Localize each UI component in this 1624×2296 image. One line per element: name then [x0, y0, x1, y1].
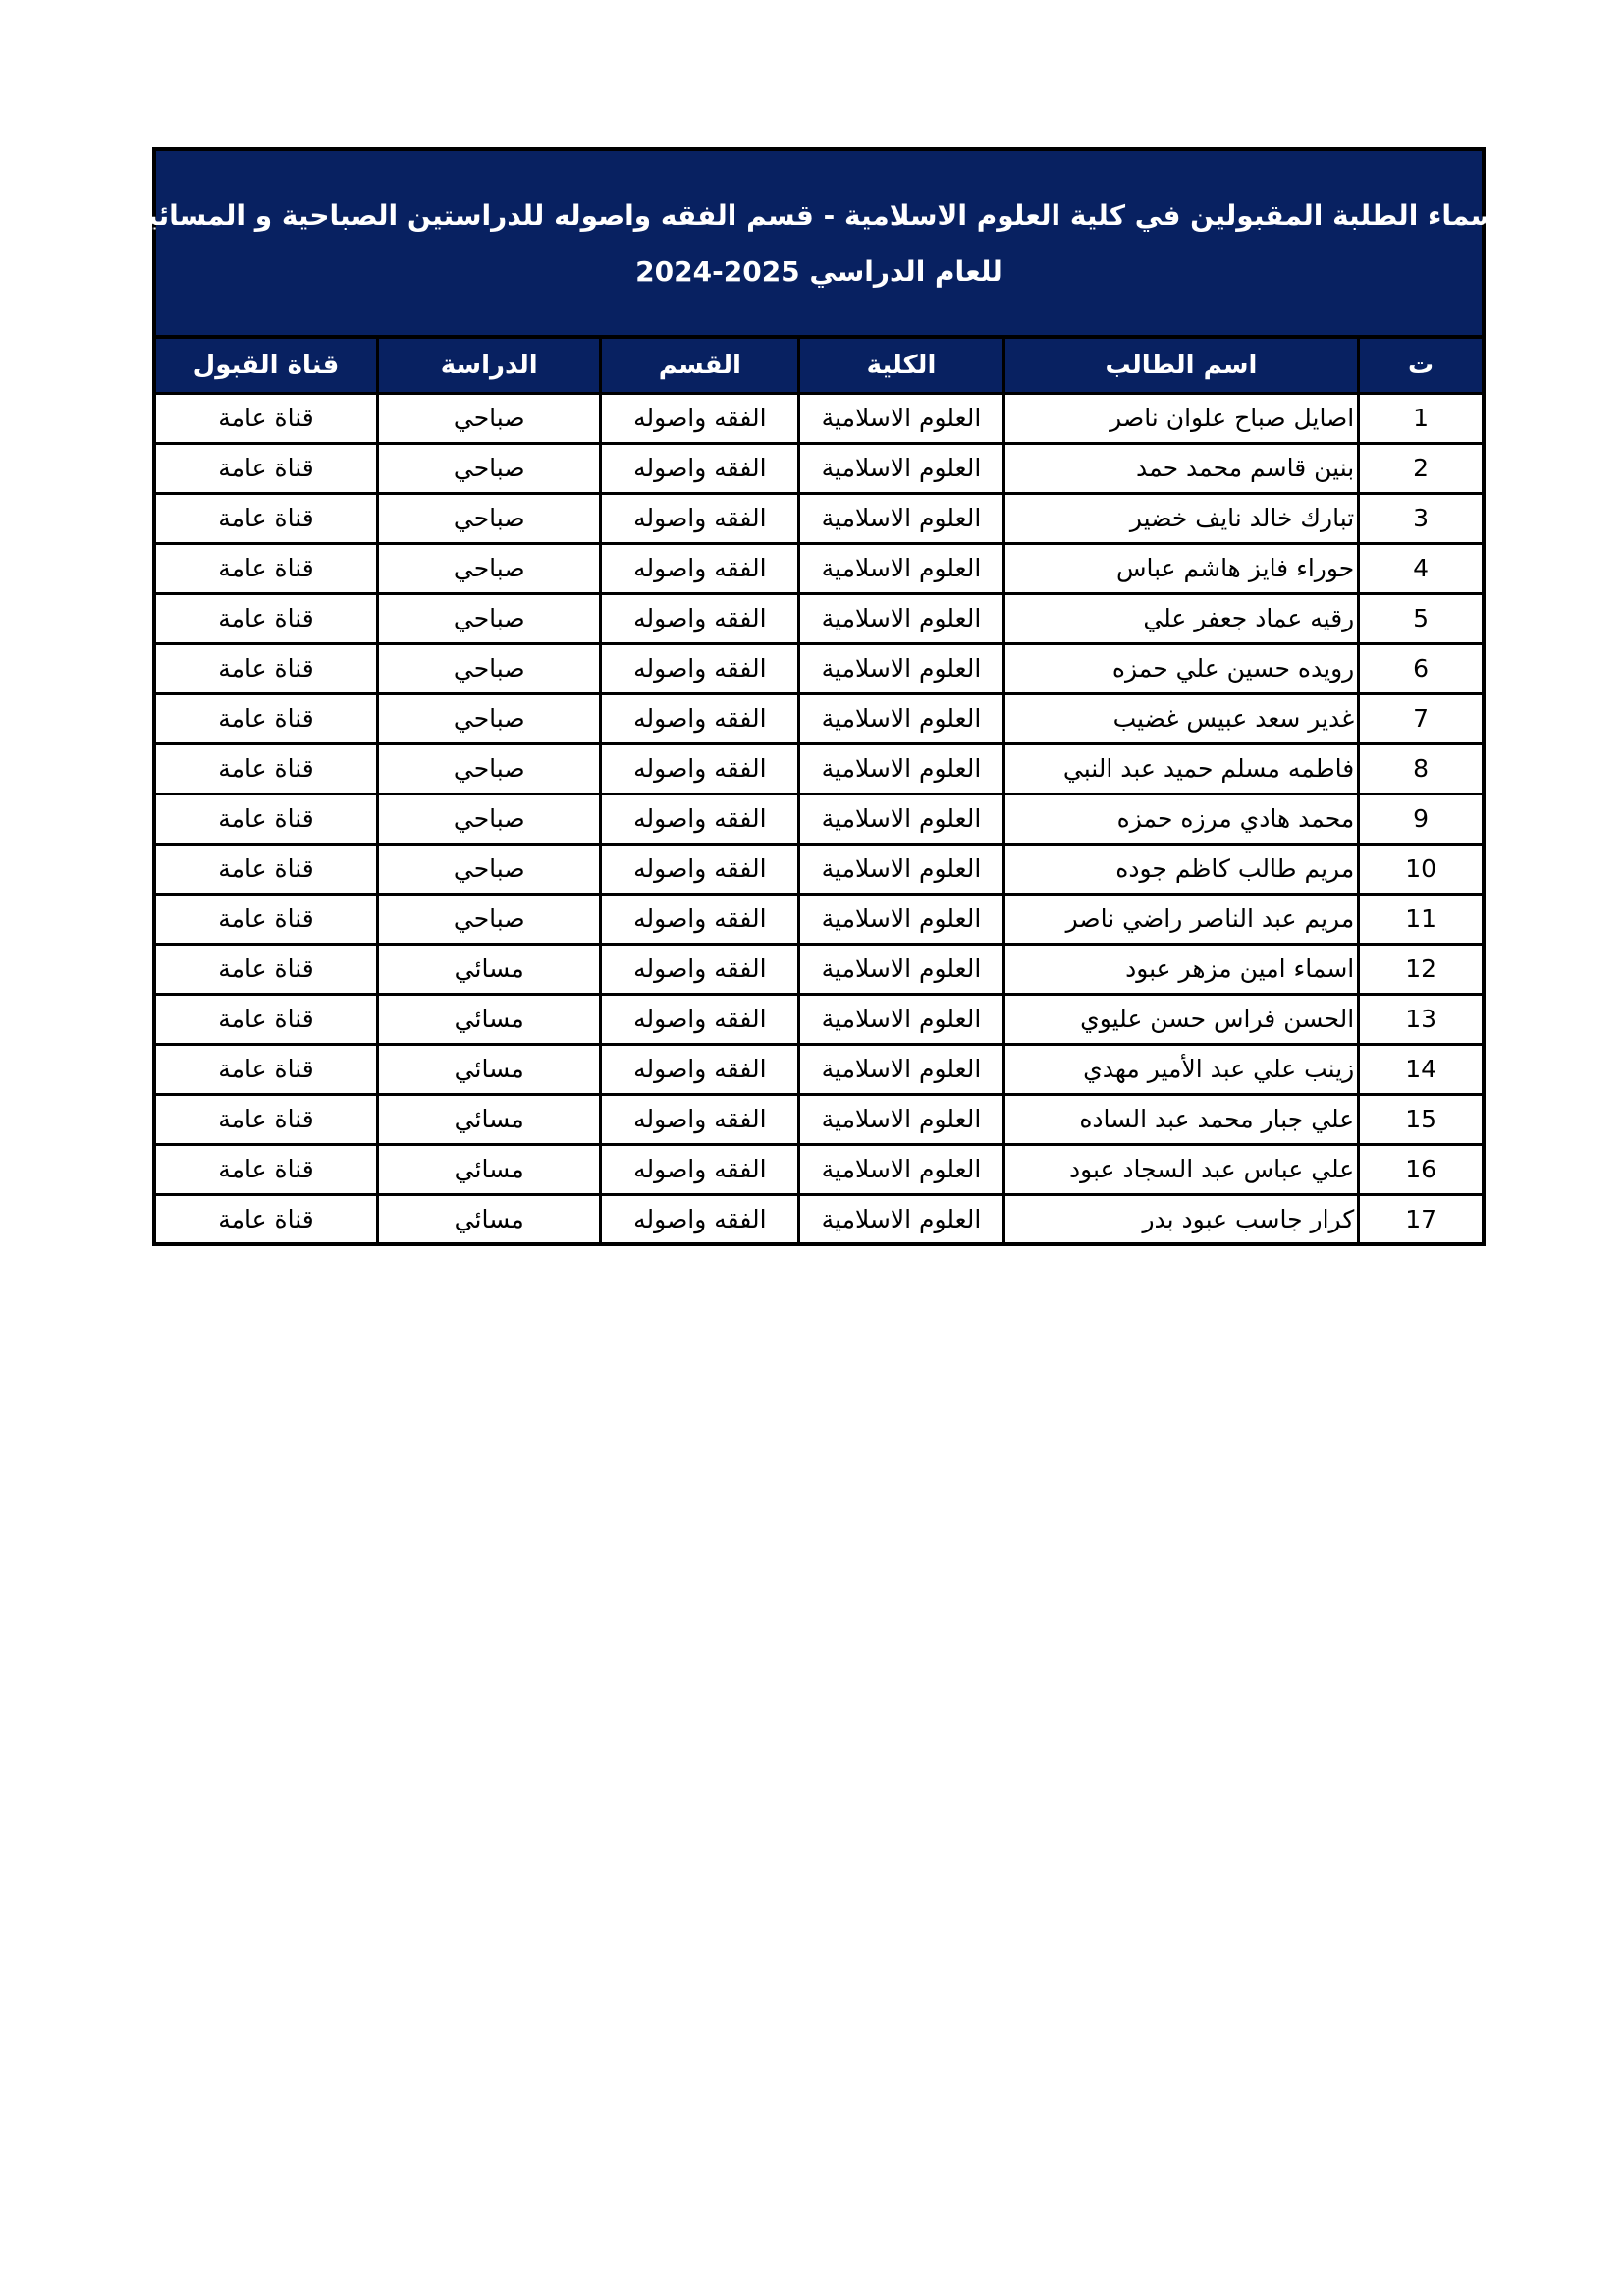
- table-row: [154, 1044, 1484, 1094]
- table-row: [154, 443, 1484, 493]
- student-name: بنين قاسم محمد حمد: [1003, 443, 1359, 493]
- student-channel: قناة عامة: [154, 994, 378, 1044]
- student-name: مريم عبد الناصر راضي ناصر: [1003, 894, 1359, 944]
- student-channel: قناة عامة: [154, 693, 378, 743]
- table-row: [154, 1144, 1484, 1194]
- table-row: [154, 1194, 1484, 1244]
- student-channel: قناة عامة: [154, 543, 378, 593]
- student-study: مسائي: [378, 1194, 601, 1244]
- student-college: العلوم الاسلامية: [799, 944, 1004, 994]
- student-name: علي عباس عبد السجاد عبود: [1003, 1144, 1359, 1194]
- student-name: زينب علي عبد الأمير مهدي: [1003, 1044, 1359, 1094]
- student-channel: قناة عامة: [154, 793, 378, 844]
- student-college: العلوم الاسلامية: [799, 443, 1004, 493]
- student-no: 1: [1359, 393, 1484, 443]
- student-study: مسائي: [378, 1144, 601, 1194]
- student-no: 4: [1359, 543, 1484, 593]
- student-channel: قناة عامة: [154, 393, 378, 443]
- student-college: العلوم الاسلامية: [799, 1094, 1004, 1144]
- student-study: مسائي: [378, 1044, 601, 1094]
- student-college: العلوم الاسلامية: [799, 393, 1004, 443]
- student-channel: قناة عامة: [154, 593, 378, 643]
- student-department: الفقه واصوله: [601, 643, 799, 693]
- student-department: الفقه واصوله: [601, 443, 799, 493]
- table-row: [154, 493, 1484, 543]
- student-no: 12: [1359, 944, 1484, 994]
- student-study: صباحي: [378, 844, 601, 894]
- table-row: [154, 393, 1484, 443]
- student-college: العلوم الاسلامية: [799, 643, 1004, 693]
- student-channel: قناة عامة: [154, 643, 378, 693]
- student-channel: قناة عامة: [154, 1144, 378, 1194]
- student-department: الفقه واصوله: [601, 543, 799, 593]
- student-college: العلوم الاسلامية: [799, 593, 1004, 643]
- student-channel: قناة عامة: [154, 493, 378, 543]
- table-row: [154, 944, 1484, 994]
- student-department: الفقه واصوله: [601, 1194, 799, 1244]
- student-name: غدير سعد عبيس غضيب: [1003, 693, 1359, 743]
- student-no: 16: [1359, 1144, 1484, 1194]
- student-no: 9: [1359, 793, 1484, 844]
- student-department: الفقه واصوله: [601, 593, 799, 643]
- col-header-channel: قناة القبول: [154, 337, 378, 393]
- student-study: صباحي: [378, 443, 601, 493]
- student-department: الفقه واصوله: [601, 944, 799, 994]
- students-table: [152, 335, 1486, 1246]
- student-department: الفقه واصوله: [601, 844, 799, 894]
- student-study: صباحي: [378, 593, 601, 643]
- student-college: العلوم الاسلامية: [799, 543, 1004, 593]
- student-name: اسماء امين مزهر عبود: [1003, 944, 1359, 994]
- student-channel: قناة عامة: [154, 743, 378, 793]
- table-row: [154, 543, 1484, 593]
- col-header-no: ت: [1359, 337, 1484, 393]
- student-study: صباحي: [378, 894, 601, 944]
- student-college: العلوم الاسلامية: [799, 994, 1004, 1044]
- student-no: 11: [1359, 894, 1484, 944]
- student-department: الفقه واصوله: [601, 894, 799, 944]
- student-no: 2: [1359, 443, 1484, 493]
- student-name: تبارك خالد نايف خضير: [1003, 493, 1359, 543]
- student-department: الفقه واصوله: [601, 693, 799, 743]
- student-study: صباحي: [378, 743, 601, 793]
- student-name: اصايل صباح علوان ناصر: [1003, 393, 1359, 443]
- student-no: 14: [1359, 1044, 1484, 1094]
- table-row: [154, 743, 1484, 793]
- student-name: رويده حسين علي حمزه: [1003, 643, 1359, 693]
- student-name: كرار جاسب عبود بدر: [1003, 1194, 1359, 1244]
- student-name: محمد هادي مرزه حمزه: [1003, 793, 1359, 844]
- student-study: صباحي: [378, 543, 601, 593]
- student-study: صباحي: [378, 793, 601, 844]
- table-header-row: [154, 337, 1484, 393]
- students-document: [131, 147, 1507, 1246]
- student-no: 15: [1359, 1094, 1484, 1144]
- student-no: 3: [1359, 493, 1484, 543]
- student-college: العلوم الاسلامية: [799, 894, 1004, 944]
- student-name: مريم طالب كاظم جوده: [1003, 844, 1359, 894]
- table-row: [154, 894, 1484, 944]
- table-row: [154, 844, 1484, 894]
- student-no: 17: [1359, 1194, 1484, 1244]
- student-study: مسائي: [378, 944, 601, 994]
- student-no: 6: [1359, 643, 1484, 693]
- student-no: 8: [1359, 743, 1484, 793]
- student-no: 10: [1359, 844, 1484, 894]
- student-college: العلوم الاسلامية: [799, 793, 1004, 844]
- student-study: صباحي: [378, 493, 601, 543]
- student-channel: قناة عامة: [154, 1094, 378, 1144]
- student-channel: قناة عامة: [154, 1194, 378, 1244]
- table-row: [154, 1094, 1484, 1144]
- student-name: الحسن فراس حسن عليوي: [1003, 994, 1359, 1044]
- student-department: الفقه واصوله: [601, 1094, 799, 1144]
- student-college: العلوم الاسلامية: [799, 844, 1004, 894]
- student-college: العلوم الاسلامية: [799, 693, 1004, 743]
- table-row: [154, 693, 1484, 743]
- student-department: الفقه واصوله: [601, 1144, 799, 1194]
- student-department: الفقه واصوله: [601, 793, 799, 844]
- student-college: العلوم الاسلامية: [799, 743, 1004, 793]
- col-header-college: الكلية: [799, 337, 1004, 393]
- table-row: [154, 593, 1484, 643]
- student-no: 7: [1359, 693, 1484, 743]
- student-study: صباحي: [378, 393, 601, 443]
- student-name: علي جبار محمد عبد الساده: [1003, 1094, 1359, 1144]
- col-header-dept: القسم: [601, 337, 799, 393]
- student-study: مسائي: [378, 1094, 601, 1144]
- student-department: الفقه واصوله: [601, 1044, 799, 1094]
- student-department: الفقه واصوله: [601, 493, 799, 543]
- table-row: [154, 994, 1484, 1044]
- table-row: [154, 793, 1484, 844]
- col-header-name: اسم الطالب: [1003, 337, 1359, 393]
- table-row: [154, 643, 1484, 693]
- student-channel: قناة عامة: [154, 944, 378, 994]
- student-college: العلوم الاسلامية: [799, 1144, 1004, 1194]
- student-study: صباحي: [378, 643, 601, 693]
- student-no: 13: [1359, 994, 1484, 1044]
- student-channel: قناة عامة: [154, 844, 378, 894]
- student-study: مسائي: [378, 994, 601, 1044]
- student-study: صباحي: [378, 693, 601, 743]
- student-department: الفقه واصوله: [601, 393, 799, 443]
- student-channel: قناة عامة: [154, 443, 378, 493]
- student-channel: قناة عامة: [154, 894, 378, 944]
- document-title-banner: [131, 147, 1507, 335]
- title-line-1: اسماء الطلبة المقبولين في كلية العلوم الاسلامية - قسم الفقه واصوله للدراستين الصباحية و المسائية: [131, 198, 1507, 232]
- student-name: فاطمه مسلم حميد عبد النبي: [1003, 743, 1359, 793]
- student-no: 5: [1359, 593, 1484, 643]
- student-college: العلوم الاسلامية: [799, 1044, 1004, 1094]
- title-line-2: للعام الدراسي 2025-2024: [635, 254, 1002, 288]
- student-college: العلوم الاسلامية: [799, 1194, 1004, 1244]
- student-department: الفقه واصوله: [601, 743, 799, 793]
- student-college: العلوم الاسلامية: [799, 493, 1004, 543]
- student-channel: قناة عامة: [154, 1044, 378, 1094]
- col-header-study: الدراسة: [378, 337, 601, 393]
- student-name: رقيه عماد جعفر علي: [1003, 593, 1359, 643]
- student-department: الفقه واصوله: [601, 994, 799, 1044]
- student-name: حوراء فايز هاشم عباس: [1003, 543, 1359, 593]
